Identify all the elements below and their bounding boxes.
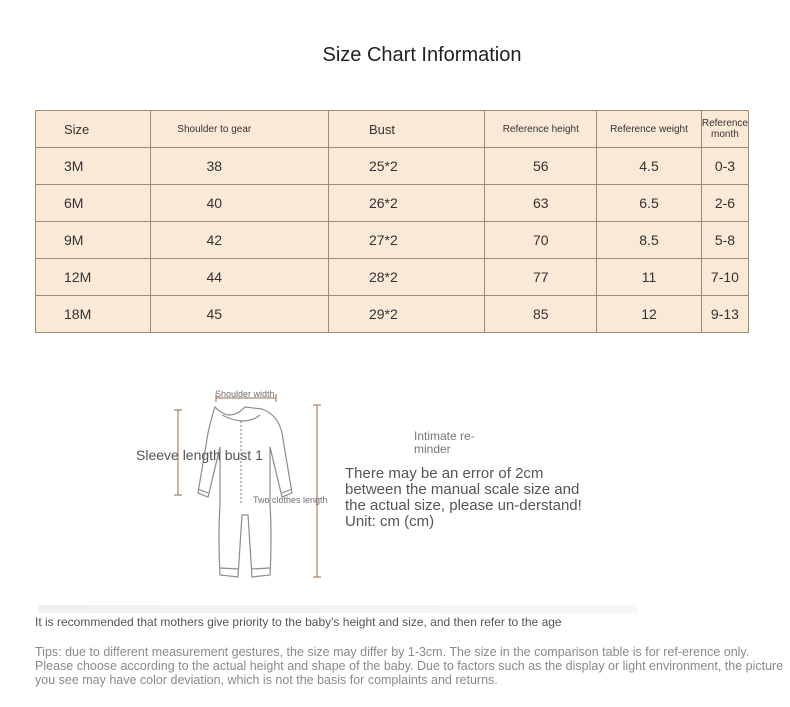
cell-month: 5-8 — [701, 222, 748, 259]
cell-month: 2-6 — [701, 185, 748, 222]
header-bust: Bust — [328, 111, 484, 148]
cell-height: 63 — [485, 185, 597, 222]
table-row — [36, 185, 749, 222]
cell-month: 0-3 — [701, 148, 748, 185]
cell-bust: 27*2 — [328, 222, 484, 259]
cell-shoulder: 42 — [150, 222, 328, 259]
romper-outline — [198, 407, 292, 577]
header-weight: Reference weight — [597, 111, 702, 148]
cell-height: 77 — [485, 259, 597, 296]
header-shoulder: Shoulder to gear — [150, 111, 328, 148]
cell-height: 85 — [485, 296, 597, 333]
table-row — [36, 148, 749, 185]
recommendation-text: It is recommended that mothers give priority to the baby's height and size, and then refer to the age — [35, 615, 562, 629]
cell-weight: 6.5 — [597, 185, 702, 222]
cell-weight: 11 — [597, 259, 702, 296]
cell-weight: 4.5 — [597, 148, 702, 185]
size-chart-table — [35, 110, 749, 333]
sleeve-length-label: Sleeve length bust 1 — [136, 447, 263, 463]
cell-month: 7-10 — [701, 259, 748, 296]
reminder-text: There may be an error of 2cm between the manual scale size and the actual size, please un-derstand! Unit: cm (cm) — [345, 465, 582, 530]
romper-diagram — [130, 385, 360, 595]
table-header-row — [36, 111, 749, 148]
cell-size: 18M — [36, 296, 151, 333]
faint-divider — [38, 605, 638, 613]
cell-shoulder: 45 — [150, 296, 328, 333]
header-height: Reference height — [485, 111, 597, 148]
header-size: Size — [36, 111, 151, 148]
cell-bust: 28*2 — [328, 259, 484, 296]
table-row — [36, 222, 749, 259]
table-row — [36, 259, 749, 296]
header-month: Reference month — [701, 111, 748, 148]
cell-size: 6M — [36, 185, 151, 222]
cell-month: 9-13 — [701, 296, 748, 333]
cell-shoulder: 38 — [150, 148, 328, 185]
table-row — [36, 296, 749, 333]
cell-height: 56 — [485, 148, 597, 185]
cell-height: 70 — [485, 222, 597, 259]
cell-shoulder: 44 — [150, 259, 328, 296]
measure-lines — [174, 394, 321, 577]
cell-weight: 8.5 — [597, 222, 702, 259]
cell-shoulder: 40 — [150, 185, 328, 222]
cell-bust: 25*2 — [328, 148, 484, 185]
cell-bust: 26*2 — [328, 185, 484, 222]
cell-size: 9M — [36, 222, 151, 259]
reminder-heading: Intimate re-minder — [414, 429, 475, 456]
shoulder-width-label: Shoulder width — [215, 389, 275, 399]
clothes-length-label: Two clothes length — [253, 495, 328, 505]
cell-size: 3M — [36, 148, 151, 185]
cell-size: 12M — [36, 259, 151, 296]
page-title: Size Chart Information — [322, 44, 522, 66]
cell-bust: 29*2 — [328, 296, 484, 333]
cell-weight: 12 — [597, 296, 702, 333]
tips-text: Tips: due to different measurement gestures, the size may differ by 1-3cm. The size in the comparison table is for ref-erence only. Please choose according to the actual height and shape of the baby. Due to factors such as the display or light environment, the picture you see may have color deviation, which is not the basis for complaints and returns. — [35, 645, 784, 687]
